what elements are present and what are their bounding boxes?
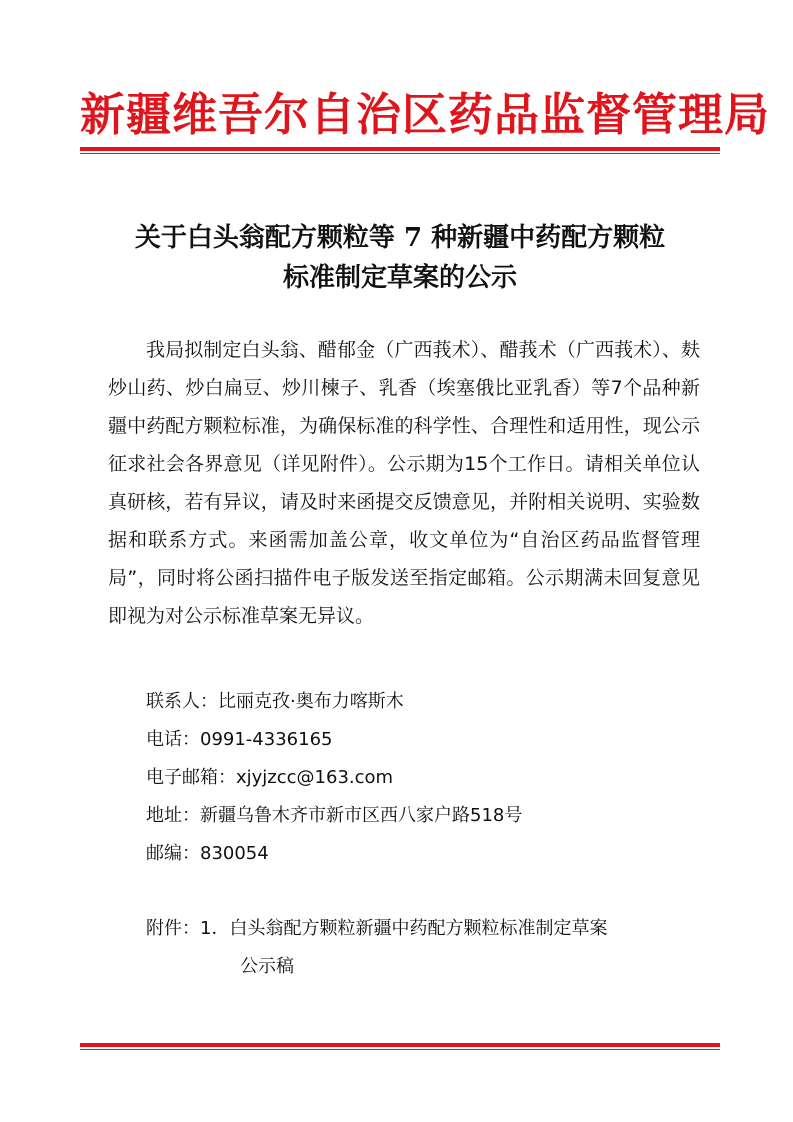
attachment-block	[146, 910, 706, 986]
contact-email: 电子邮箱：xjyjzcc@163.com	[146, 767, 394, 788]
agency-header: 新疆维吾尔自治区药品监督管理局	[80, 88, 771, 141]
contact-phone: 电话：0991-4336165	[146, 729, 333, 750]
notice-title-line-2: 标准制定草案的公示	[282, 263, 517, 293]
contact-person: 联系人：比丽克孜·奥布力喀斯木	[146, 691, 404, 712]
notice-title-line-1: 关于白头翁配方颗粒等 7 种新疆中药配方颗粒	[134, 223, 666, 253]
header-divider	[80, 147, 720, 154]
notice-title	[80, 218, 720, 298]
contact-block	[146, 683, 706, 873]
contact-postcode: 邮编：830054	[146, 843, 269, 864]
attachment-line-1: 附件：1．白头翁配方颗粒新疆中药配方颗粒标准制定草案	[146, 918, 608, 939]
notice-body: 我局拟制定白头翁、醋郁金（广西莪术）、醋莪术（广西莪术）、麸炒山药、炒白扁豆、炒川楝子、乳香（埃塞俄比亚乳香）等7个品种新疆中药配方颗粒标准，为确保标准的科学性、合理性和适用性，现公示征求社会各界意见（详见附件）。公示期为15个工作日。请相关单位认真研核，若有异议，请及时来函提交反馈意见，并附相关说明、实验数据和联系方式。来函需加盖公章，收文单位为“自治区药品监督管理局”，同时将公函扫描件电子版发送至指定邮箱。公示期满未回复意见即视为对公示标准草案无异议。	[108, 339, 700, 627]
attachment-line-2: 公示稿	[240, 956, 294, 977]
footer-divider	[80, 1043, 720, 1050]
contact-address: 地址：新疆乌鲁木齐市新市区西八家户路518号	[146, 805, 523, 826]
